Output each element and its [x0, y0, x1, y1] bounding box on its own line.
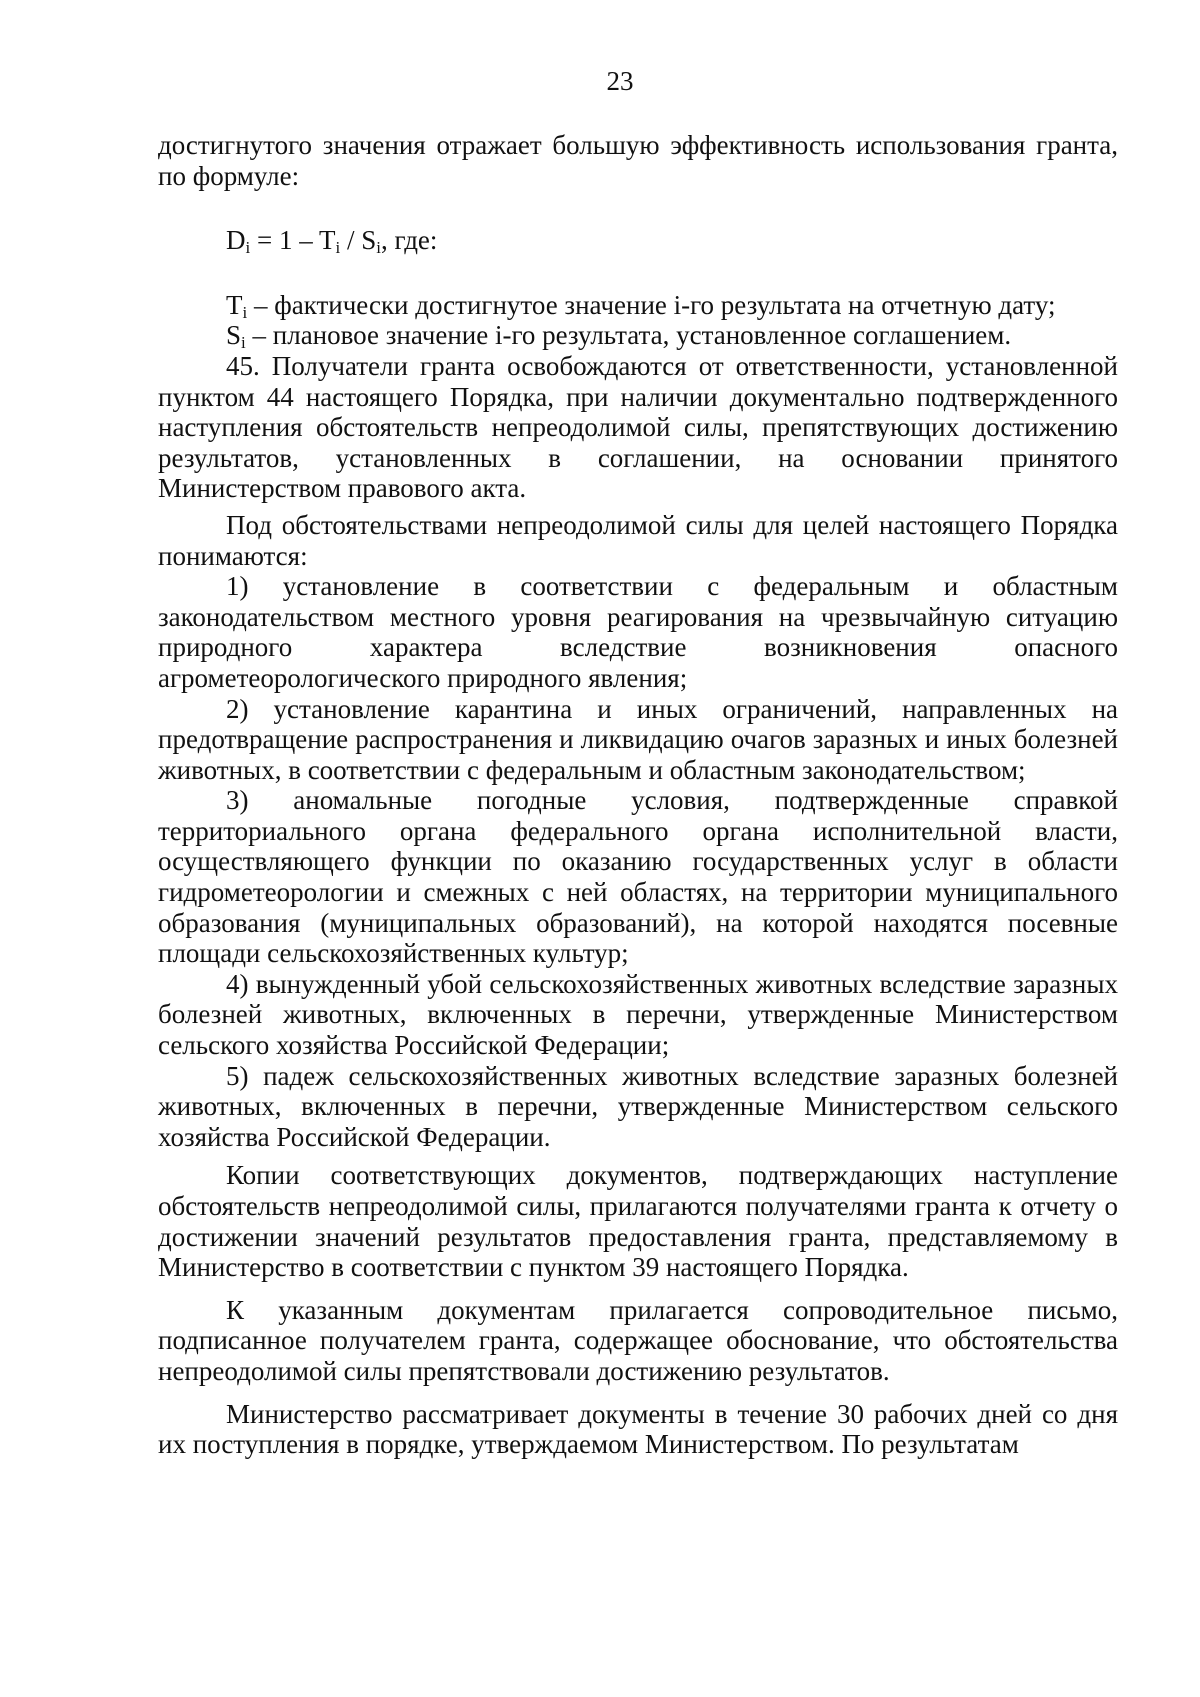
page-number: 23: [606, 66, 634, 96]
formula-end: , где:: [380, 225, 438, 256]
definition-s-sub: i: [241, 333, 246, 353]
paragraph-ministry-review: Министерство рассматривает документы в течение 30 рабочих дней со дня их поступления в порядке, утверждаемом Министерством. По результатам: [158, 1398, 1118, 1460]
definition-t-sub: i: [242, 302, 248, 322]
list-item-4: 4) вынужденный убой сельскохозяйственных животных вследствие заразных болезней животных, включенных в перечни, утвержденные Министерством сельского хозяйства Российской Федерации;: [158, 968, 1118, 1061]
formula-sub-2: i: [335, 238, 341, 258]
definition-s-text: – плановое значение i-го результата, установленное соглашением.: [245, 320, 1012, 351]
definition-t-letter: T: [226, 289, 243, 320]
definition-t: [158, 290, 1118, 321]
definition-t-text: – фактически достигнутое значение i-го результата на отчетную дату;: [247, 289, 1056, 320]
definition-s-letter: S: [226, 320, 242, 351]
paragraph-cover-letter: К указанным документам прилагается сопроводительное письмо, подписанное получателем гранта, содержащее обоснование, что обстоятельства непреодолимой силы препятствовали достижению результатов.: [158, 1294, 1118, 1386]
formula-sub-3: i: [376, 238, 381, 258]
list-item-5: 5) падеж сельскохозяйственных животных вследствие заразных болезней животных, включенных в перечни, утвержденные Министерством сельского хозяйства Российской Федерации.: [158, 1060, 1118, 1152]
formula-part-1: = 1 – T: [250, 225, 336, 256]
formula-part-2: / S: [340, 225, 377, 256]
paragraph-copies: Копии соответствующих документов, подтверждающих наступление обстоятельств непреодолимой силы, прилагаются получателями гранта к отчету о достижении значений результатов предоставления гранта, представляемому в Министерство в соответствии с пунктом 39 настоящего Порядка.: [158, 1160, 1118, 1283]
document-body: [158, 130, 1118, 1460]
formula-d: D: [226, 225, 246, 256]
formula-sub-1: i: [245, 238, 251, 258]
formula: [226, 225, 1118, 256]
paragraph-45: 45. Получатели гранта освобождаются от ответственности, установленной пунктом 44 настоящего Порядка, при наличии документально подтвержденного наступления обстоятельств непреодолимой силы, препятствующих достижению результатов, установленных в соглашении, на основании принятого Министерством правового акта.: [158, 350, 1118, 504]
list-item-2: 2) установление карантина и иных ограничений, направленных на предотвращение распространения и ликвидацию очагов заразных и иных болезней животных, в соответствии с федеральным и областным законодательством;: [158, 693, 1118, 785]
definition-s: [158, 320, 1118, 351]
list-item-1: 1) установление в соответствии с федеральным и областным законодательством местного уровня реагирования на чрезвычайную ситуацию природного характера вследствие возникновения опасного агрометеорологического природного явления;: [158, 571, 1118, 693]
paragraph-force-majeure: Под обстоятельствами непреодолимой силы для целей настоящего Порядка понимаются:: [158, 509, 1118, 571]
paragraph-continuation: достигнутого значения отражает большую эффективность использования гранта, по формуле:: [158, 130, 1118, 191]
list-item-3: 3) аномальные погодные условия, подтвержденные справкой территориального органа федерального органа исполнительной власти, осуществляющего функции по оказанию государственных услуг в области гидрометеорологии и смежных с ней областях, на территории муниципального образования (муниципальных образований), на которой находятся посевные площади сельскохозяйственных культур;: [158, 785, 1118, 969]
